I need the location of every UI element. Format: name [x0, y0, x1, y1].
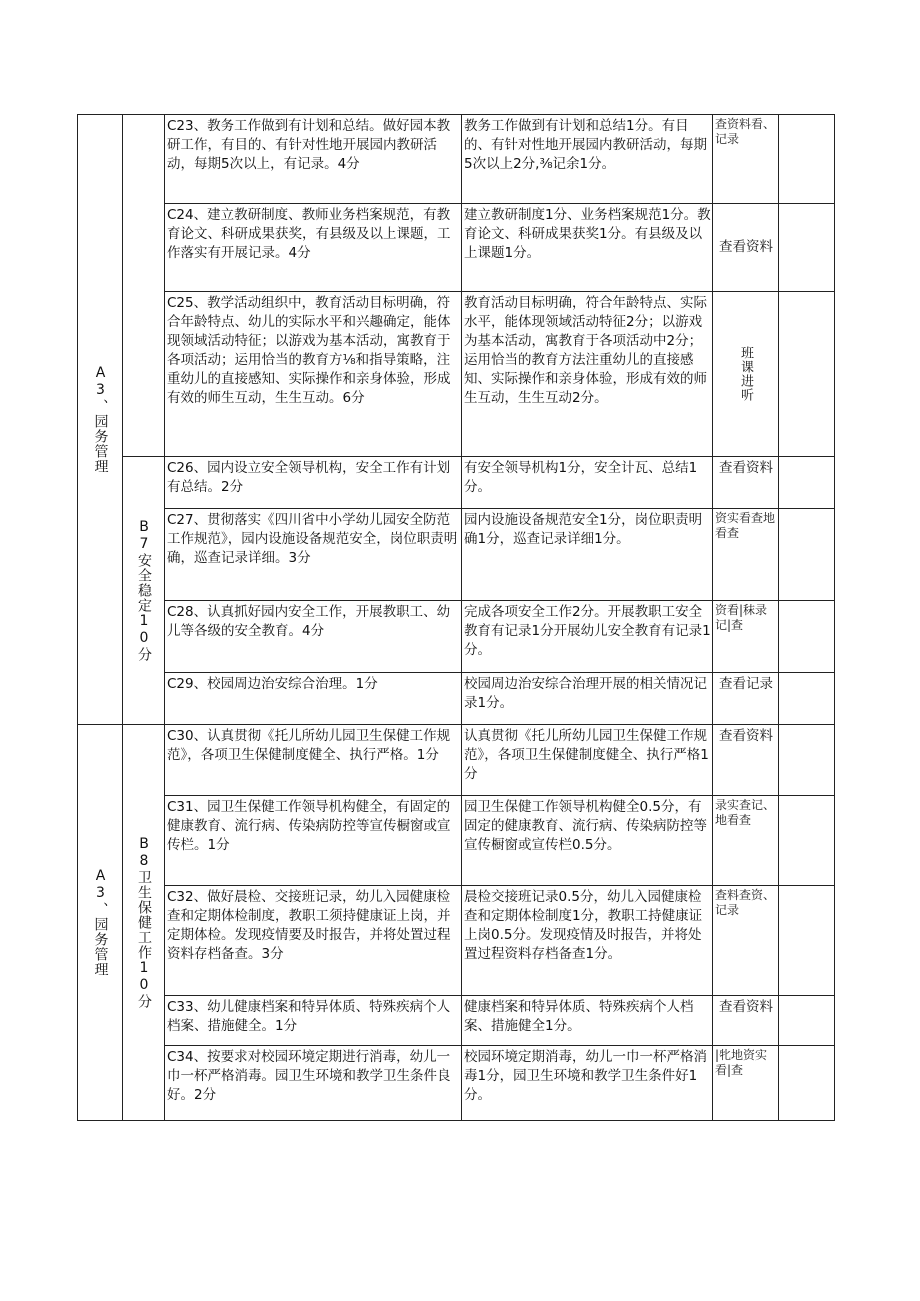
category-label: A3、园务管理: [92, 868, 109, 977]
scoring-cell: 园卫生保健工作领导机构健全0.5分，有固定的健康教育、流行病、传染病防控等宣传橱窗或宣传栏0.5分。: [462, 796, 713, 886]
method-cell: |牝地资实看|查: [713, 1046, 779, 1121]
subcategory-cell-b7: [123, 457, 165, 725]
score-cell: [779, 886, 835, 996]
subcategory-label: B8卫生保健工作10分: [136, 836, 152, 1009]
criteria-cell: C24、建立教研制度、教师业务档案规范，有教育论文、科研成果获奖，有县级及以上课题，工作落实有开展记录。4分: [165, 204, 462, 292]
table-row: [78, 796, 835, 886]
subcategory-cell-empty: [123, 115, 165, 457]
method-cell: 查看资料: [713, 457, 779, 509]
subcategory-cell-b8: [123, 725, 165, 1121]
table-row: [78, 886, 835, 996]
score-cell: [779, 996, 835, 1046]
scoring-cell: 完成各项安全工作2分。开展教职工安全教育有记录1分开展幼儿安全教育有记录1分。: [462, 601, 713, 673]
table-row: [78, 204, 835, 292]
score-cell: [779, 457, 835, 509]
table-row: [78, 115, 835, 204]
evaluation-table: [77, 114, 835, 1121]
method-cell: 资看|秣录记|查: [713, 601, 779, 673]
table-row: [78, 601, 835, 673]
score-cell: [779, 673, 835, 725]
criteria-cell: C34、按要求对校园环境定期进行消毒，幼儿一巾一杯严格消毒。园卫生环境和教学卫生条件良好。2分: [165, 1046, 462, 1121]
table-row: [78, 457, 835, 509]
scoring-cell: 认真贯彻《托儿所幼儿园卫生保健工作规范》，各项卫生保健制度健全、执行严格1分: [462, 725, 713, 796]
method-cell: 班课进听: [713, 292, 779, 457]
table-row: [78, 996, 835, 1046]
method-cell: 查看资料: [713, 725, 779, 796]
scoring-cell: 园内设施设备规范安全1分，岗位职责明确1分，巡查记录详细1分。: [462, 509, 713, 601]
criteria-cell: C31、园卫生保健工作领导机构健全，有固定的健康教育、流行病、传染病防控等宣传橱窗或宣传栏。1分: [165, 796, 462, 886]
scoring-cell: 校园环境定期消毒，幼儿一巾一杯严格消毒1分，园卫生环境和教学卫生条件好1分。: [462, 1046, 713, 1121]
criteria-cell: C26、园内设立安全领导机构，安全工作有计划有总结。2分: [165, 457, 462, 509]
criteria-cell: C27、贯彻落实《四川省中小学幼儿园安全防范工作规范》，园内设施设备规范安全，岗位职责明确，巡查记录详细。3分: [165, 509, 462, 601]
criteria-cell: C29、校园周边治安综合治理。1分: [165, 673, 462, 725]
method-cell: 查看资料: [713, 996, 779, 1046]
method-cell: 录实查记、地看查: [713, 796, 779, 886]
method-cell: 资实看查地看查: [713, 509, 779, 601]
criteria-cell: C30、认真贯彻《托儿所幼儿园卫生保健工作规范》，各项卫生保健制度健全、执行严格。1分: [165, 725, 462, 796]
table-row: [78, 673, 835, 725]
subcategory-label: B7安全稳定10分: [136, 519, 152, 662]
score-cell: [779, 115, 835, 204]
scoring-cell: 建立教研制度1分、业务档案规范1分。教育论文、科研成果获奖1分。有县级及以上课题1分。: [462, 204, 713, 292]
category-cell-a3: [78, 115, 123, 725]
criteria-cell: C28、认真抓好园内安全工作，开展教职工、幼儿等各级的安全教育。4分: [165, 601, 462, 673]
score-cell: [779, 292, 835, 457]
score-cell: [779, 1046, 835, 1121]
scoring-cell: 校园周边治安综合治理开展的相关情况记录1分。: [462, 673, 713, 725]
criteria-cell: C32、做好晨检、交接班记录，幼儿入园健康检查和定期体检制度，教职工须持健康证上岗，并定期体检。发现疫情要及时报告，并将处置过程资料存档备查。3分: [165, 886, 462, 996]
scoring-cell: 健康档案和特异体质、特殊疾病个人档案、措施健全1分。: [462, 996, 713, 1046]
score-cell: [779, 509, 835, 601]
score-cell: [779, 725, 835, 796]
table-row: [78, 725, 835, 796]
score-cell: [779, 601, 835, 673]
method-cell: 查料查资、记录: [713, 886, 779, 996]
scoring-cell: 晨检交接班记录0.5分，幼儿入园健康检查和定期体检制度1分，教职工持健康证上岗0.5分。发现疫情及时报告，并将处置过程资料存档备查1分。: [462, 886, 713, 996]
category-label: A3、园务管理: [92, 365, 109, 474]
table-row: [78, 1046, 835, 1121]
criteria-cell: C23、教务工作做到有计划和总结。做好园本教研工作，有目的、有针对性地开展园内教研活动，每期5次以上，有记录。4分: [165, 115, 462, 204]
method-cell: 查资料看、记录: [713, 115, 779, 204]
table-row: [78, 509, 835, 601]
score-cell: [779, 204, 835, 292]
category-cell-a3: [78, 725, 123, 1121]
criteria-cell: C25、教学活动组织中，教育活动目标明确，符合年龄特点、幼儿的实际水平和兴趣确定，能体现领域活动特征；以游戏为基本活动，寓教育于各项活动；运用恰当的教育方⅛和指导策略，注重幼儿的直接感知、实际操作和亲身体验，形成有效的师生互动，生生互动。6分: [165, 292, 462, 457]
criteria-cell: C33、幼儿健康档案和特异体质、特殊疾病个人档案、措施健全。1分: [165, 996, 462, 1046]
method-cell: 查看资料: [713, 204, 779, 292]
scoring-cell: 有安全领导机构1分，安全计瓦、总结1分。: [462, 457, 713, 509]
scoring-cell: 教育活动目标明确，符合年龄特点、实际水平，能体现领域活动特征2分；以游戏为基本活动，寓教育于各项活动中2分；运用恰当的教育方法注重幼儿的直接感知、实际操作和亲身体验，形成有效的师生互动，生生互动2分。: [462, 292, 713, 457]
table-row: [78, 292, 835, 457]
method-cell: 查看记录: [713, 673, 779, 725]
score-cell: [779, 796, 835, 886]
scoring-cell: 教务工作做到有计划和总结1分。有目的、有针对性地开展园内教研活动，每期5次以上2分,⅜记余1分。: [462, 115, 713, 204]
